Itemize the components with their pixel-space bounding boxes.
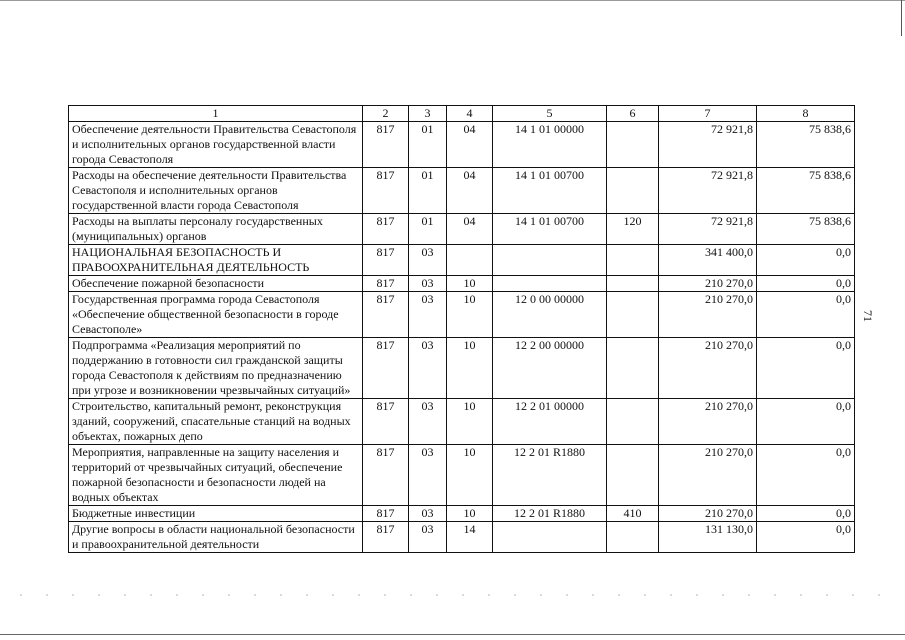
page-bottom-border — [0, 634, 905, 635]
table-row — [69, 245, 855, 276]
row-value-cell: 04 — [447, 168, 493, 214]
row-value-cell: 03 — [409, 399, 447, 445]
header-row — [69, 106, 855, 122]
row-name-cell: НАЦИОНАЛЬНАЯ БЕЗОПАСНОСТЬ И ПРАВООХРАНИТЕЛЬНАЯ ДЕЯТЕЛЬНОСТЬ — [69, 245, 363, 276]
row-value-cell: 10 — [447, 276, 493, 292]
table-row — [69, 506, 855, 522]
row-name-cell: Бюджетные инвестиции — [69, 506, 363, 522]
row-value-cell: 0,0 — [757, 445, 855, 506]
row-value-cell: 817 — [363, 399, 409, 445]
row-value-cell: 0,0 — [757, 338, 855, 399]
row-value-cell: 03 — [409, 522, 447, 553]
row-value-cell: 10 — [447, 399, 493, 445]
row-value-cell: 210 270,0 — [659, 276, 757, 292]
row-value-cell: 04 — [447, 122, 493, 168]
table-row — [69, 122, 855, 168]
row-name-cell: Обеспечение деятельности Правительства Севастополя и исполнительных органов государственной власти города Севастополя — [69, 122, 363, 168]
row-value-cell: 03 — [409, 445, 447, 506]
table-row — [69, 522, 855, 553]
row-value-cell: 0,0 — [757, 522, 855, 553]
row-value-cell: 817 — [363, 168, 409, 214]
row-value-cell: 0,0 — [757, 276, 855, 292]
row-value-cell: 72 921,8 — [659, 214, 757, 245]
row-name-cell: Подпрограмма «Реализация мероприятий по поддержанию в готовности сил гражданской защиты города Севастополя к действиям по предназначению при угрозе и возникновении чрезвычайных ситуаций» — [69, 338, 363, 399]
row-value-cell: 817 — [363, 445, 409, 506]
row-value-cell: 03 — [409, 276, 447, 292]
table-row — [69, 338, 855, 399]
row-value-cell: 12 2 01 R1880 — [493, 445, 607, 506]
row-value-cell: 75 838,6 — [757, 214, 855, 245]
header-cell: 1 — [69, 106, 363, 122]
row-value-cell — [607, 245, 659, 276]
row-value-cell: 03 — [409, 292, 447, 338]
row-value-cell: 04 — [447, 214, 493, 245]
row-value-cell: 72 921,8 — [659, 122, 757, 168]
row-value-cell: 03 — [409, 338, 447, 399]
row-value-cell: 03 — [409, 245, 447, 276]
row-value-cell: 75 838,6 — [757, 122, 855, 168]
row-value-cell: 03 — [409, 506, 447, 522]
row-value-cell — [607, 399, 659, 445]
row-value-cell: 131 130,0 — [659, 522, 757, 553]
row-value-cell: 14 1 01 00700 — [493, 214, 607, 245]
row-value-cell: 210 270,0 — [659, 506, 757, 522]
row-value-cell — [493, 522, 607, 553]
row-value-cell: 0,0 — [757, 399, 855, 445]
row-value-cell: 01 — [409, 122, 447, 168]
row-name-cell: Государственная программа города Севастополя «Обеспечение общественной безопасности в городе Севастополе» — [69, 292, 363, 338]
row-name-cell: Другие вопросы в области национальной безопасности и правоохранительной деятельности — [69, 522, 363, 553]
table-row — [69, 445, 855, 506]
row-value-cell: 817 — [363, 292, 409, 338]
row-value-cell — [493, 245, 607, 276]
row-value-cell: 72 921,8 — [659, 168, 757, 214]
row-value-cell: 0,0 — [757, 506, 855, 522]
page-edge-mark — [901, 0, 902, 36]
table-row — [69, 214, 855, 245]
row-value-cell — [607, 292, 659, 338]
page-top-border — [0, 0, 905, 1]
row-name-cell: Мероприятия, направленные на защиту населения и территорий от чрезвычайных ситуаций, обеспечение пожарной безопасности и безопасности людей на водных объектах — [69, 445, 363, 506]
row-value-cell: 817 — [363, 214, 409, 245]
row-value-cell: 210 270,0 — [659, 338, 757, 399]
row-value-cell: 210 270,0 — [659, 292, 757, 338]
scan-noise — [8, 594, 898, 596]
row-value-cell: 10 — [447, 445, 493, 506]
budget-table — [68, 105, 855, 553]
row-value-cell — [607, 522, 659, 553]
row-value-cell: 10 — [447, 338, 493, 399]
header-cell: 5 — [493, 106, 607, 122]
header-cell: 3 — [409, 106, 447, 122]
row-value-cell: 12 2 01 R1880 — [493, 506, 607, 522]
row-value-cell: 120 — [607, 214, 659, 245]
header-cell: 2 — [363, 106, 409, 122]
row-value-cell: 01 — [409, 168, 447, 214]
row-value-cell: 817 — [363, 122, 409, 168]
row-value-cell: 10 — [447, 292, 493, 338]
row-value-cell: 14 — [447, 522, 493, 553]
row-name-cell: Расходы на обеспечение деятельности Правительства Севастополя и исполнительных органов государственной власти города Севастополя — [69, 168, 363, 214]
row-value-cell: 12 0 00 00000 — [493, 292, 607, 338]
row-value-cell: 12 2 00 00000 — [493, 338, 607, 399]
table-row — [69, 399, 855, 445]
row-value-cell — [447, 245, 493, 276]
row-value-cell: 0,0 — [757, 245, 855, 276]
header-cell: 4 — [447, 106, 493, 122]
header-cell: 8 — [757, 106, 855, 122]
row-value-cell: 817 — [363, 338, 409, 399]
row-name-cell: Расходы на выплаты персоналу государственных (муниципальных) органов — [69, 214, 363, 245]
row-value-cell — [607, 338, 659, 399]
row-value-cell: 817 — [363, 245, 409, 276]
row-value-cell: 817 — [363, 276, 409, 292]
row-value-cell — [607, 168, 659, 214]
row-name-cell: Строительство, капитальный ремонт, реконструкция зданий, сооружений, спасательные станций на водных объектах, пожарных депо — [69, 399, 363, 445]
row-value-cell: 10 — [447, 506, 493, 522]
row-name-cell: Обеспечение пожарной безопасности — [69, 276, 363, 292]
row-value-cell: 75 838,6 — [757, 168, 855, 214]
row-value-cell — [607, 445, 659, 506]
row-value-cell: 410 — [607, 506, 659, 522]
row-value-cell: 210 270,0 — [659, 399, 757, 445]
header-cell: 6 — [607, 106, 659, 122]
row-value-cell — [607, 276, 659, 292]
table-row — [69, 292, 855, 338]
row-value-cell: 817 — [363, 506, 409, 522]
row-value-cell: 12 2 01 00000 — [493, 399, 607, 445]
table-row — [69, 168, 855, 214]
row-value-cell: 210 270,0 — [659, 445, 757, 506]
table-row — [69, 276, 855, 292]
row-value-cell — [493, 276, 607, 292]
row-value-cell: 341 400,0 — [659, 245, 757, 276]
row-value-cell: 14 1 01 00000 — [493, 122, 607, 168]
page-number: 71 — [861, 310, 875, 322]
row-value-cell: 0,0 — [757, 292, 855, 338]
row-value-cell: 14 1 01 00700 — [493, 168, 607, 214]
header-cell: 7 — [659, 106, 757, 122]
row-value-cell: 01 — [409, 214, 447, 245]
row-value-cell: 817 — [363, 522, 409, 553]
row-value-cell — [607, 122, 659, 168]
